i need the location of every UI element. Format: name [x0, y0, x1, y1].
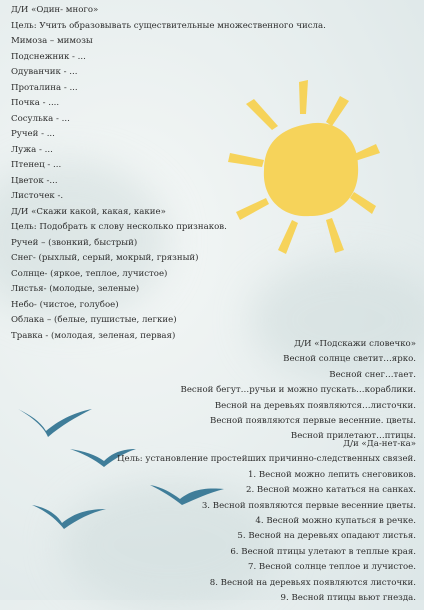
- game2-item: Листья- (молодые, зеленые): [11, 284, 140, 294]
- game1-item: Одуванчик - ...: [11, 67, 78, 77]
- game1-item: Проталина - ...: [11, 82, 78, 93]
- game1-item: Ручей - ...: [11, 129, 55, 139]
- game2-item: Ручей – (звонкий, быстрый): [11, 237, 138, 248]
- game4-item: 5. Весной на деревьях опадают листья.: [237, 531, 416, 542]
- game2-item: Небо- (чистое, голубое): [11, 299, 119, 310]
- game4-item: 1. Весной можно лепить снеговиков.: [247, 469, 416, 480]
- game3-item: Весной снег…тает.: [329, 369, 416, 380]
- game4-item: 3. Весной появляются первые весенние цветы.: [201, 500, 416, 511]
- game2-item: Солнце- (яркое, теплое, лучистое): [11, 268, 168, 279]
- game2-item: Травка - (молодая, зеленая, первая): [11, 330, 176, 341]
- left-text-column: [11, 3, 326, 344]
- game4-item: 2. Весной можно кататься на санках.: [246, 485, 416, 496]
- game1-item: Мимоза – мимозы: [11, 36, 93, 46]
- game3-item: Весной на деревьях появляются…листочки.: [214, 400, 416, 411]
- sun-ray: [350, 192, 376, 214]
- game1-item: Лужа - ...: [11, 144, 53, 155]
- game1-item: Листочек -.: [11, 191, 64, 201]
- game4-item: 7. Весной солнце теплое и лучистое.: [248, 562, 416, 573]
- game3-item: Весной появляются первые весенние. цветы.: [210, 416, 416, 427]
- game3-block: [16, 337, 416, 445]
- game3-title: Д/И «Подскажи словечко»: [294, 339, 416, 349]
- sun-ray: [326, 96, 349, 126]
- game1-goal: Цель: Учить образовывать существительные множественного числа.: [11, 20, 326, 31]
- game1-item: Цветок -...: [11, 175, 58, 186]
- game4-block: [16, 437, 416, 606]
- game4-item: 4. Весной можно купаться в речке.: [255, 516, 416, 527]
- game2-item: Снег- (рыхлый, серый, мокрый, грязный): [11, 253, 199, 263]
- game1-item: Подснежник - ...: [11, 51, 86, 62]
- game1-item: Сосулька - ...: [11, 113, 70, 124]
- game3-item: Весной бегут…ручьи и можно пускать…кораблики.: [180, 385, 416, 396]
- game4-item: 9. Весной птицы вьют гнезда.: [280, 593, 416, 604]
- game1-item: Птенец - ...: [11, 160, 62, 170]
- game4-goal: Цель: установление простейших причинно-следственных связей.: [117, 454, 416, 465]
- game4-item: 8. Весной на деревьях появляются листочки.: [209, 577, 416, 588]
- game4-item: 6. Весной птицы улетают в теплые края.: [230, 546, 416, 557]
- sun-ray: [326, 218, 344, 253]
- game1-title: Д/И «Один- много»: [11, 5, 99, 15]
- game1-item: Почка - ....: [11, 98, 60, 108]
- game2-goal: Цель: Подобрать к слову несколько признаков.: [11, 222, 227, 232]
- game2-item: Облака – (белые, пушистые, легкие): [11, 315, 177, 325]
- game3-item: Весной солнце светит…ярко.: [283, 354, 416, 365]
- game4-title: Д/и «Да-нет-ка»: [343, 439, 416, 449]
- game3-item: Весной прилетают…птицы.: [290, 431, 416, 442]
- game2-title: Д/И «Скажи какой, какая, какие»: [11, 206, 166, 217]
